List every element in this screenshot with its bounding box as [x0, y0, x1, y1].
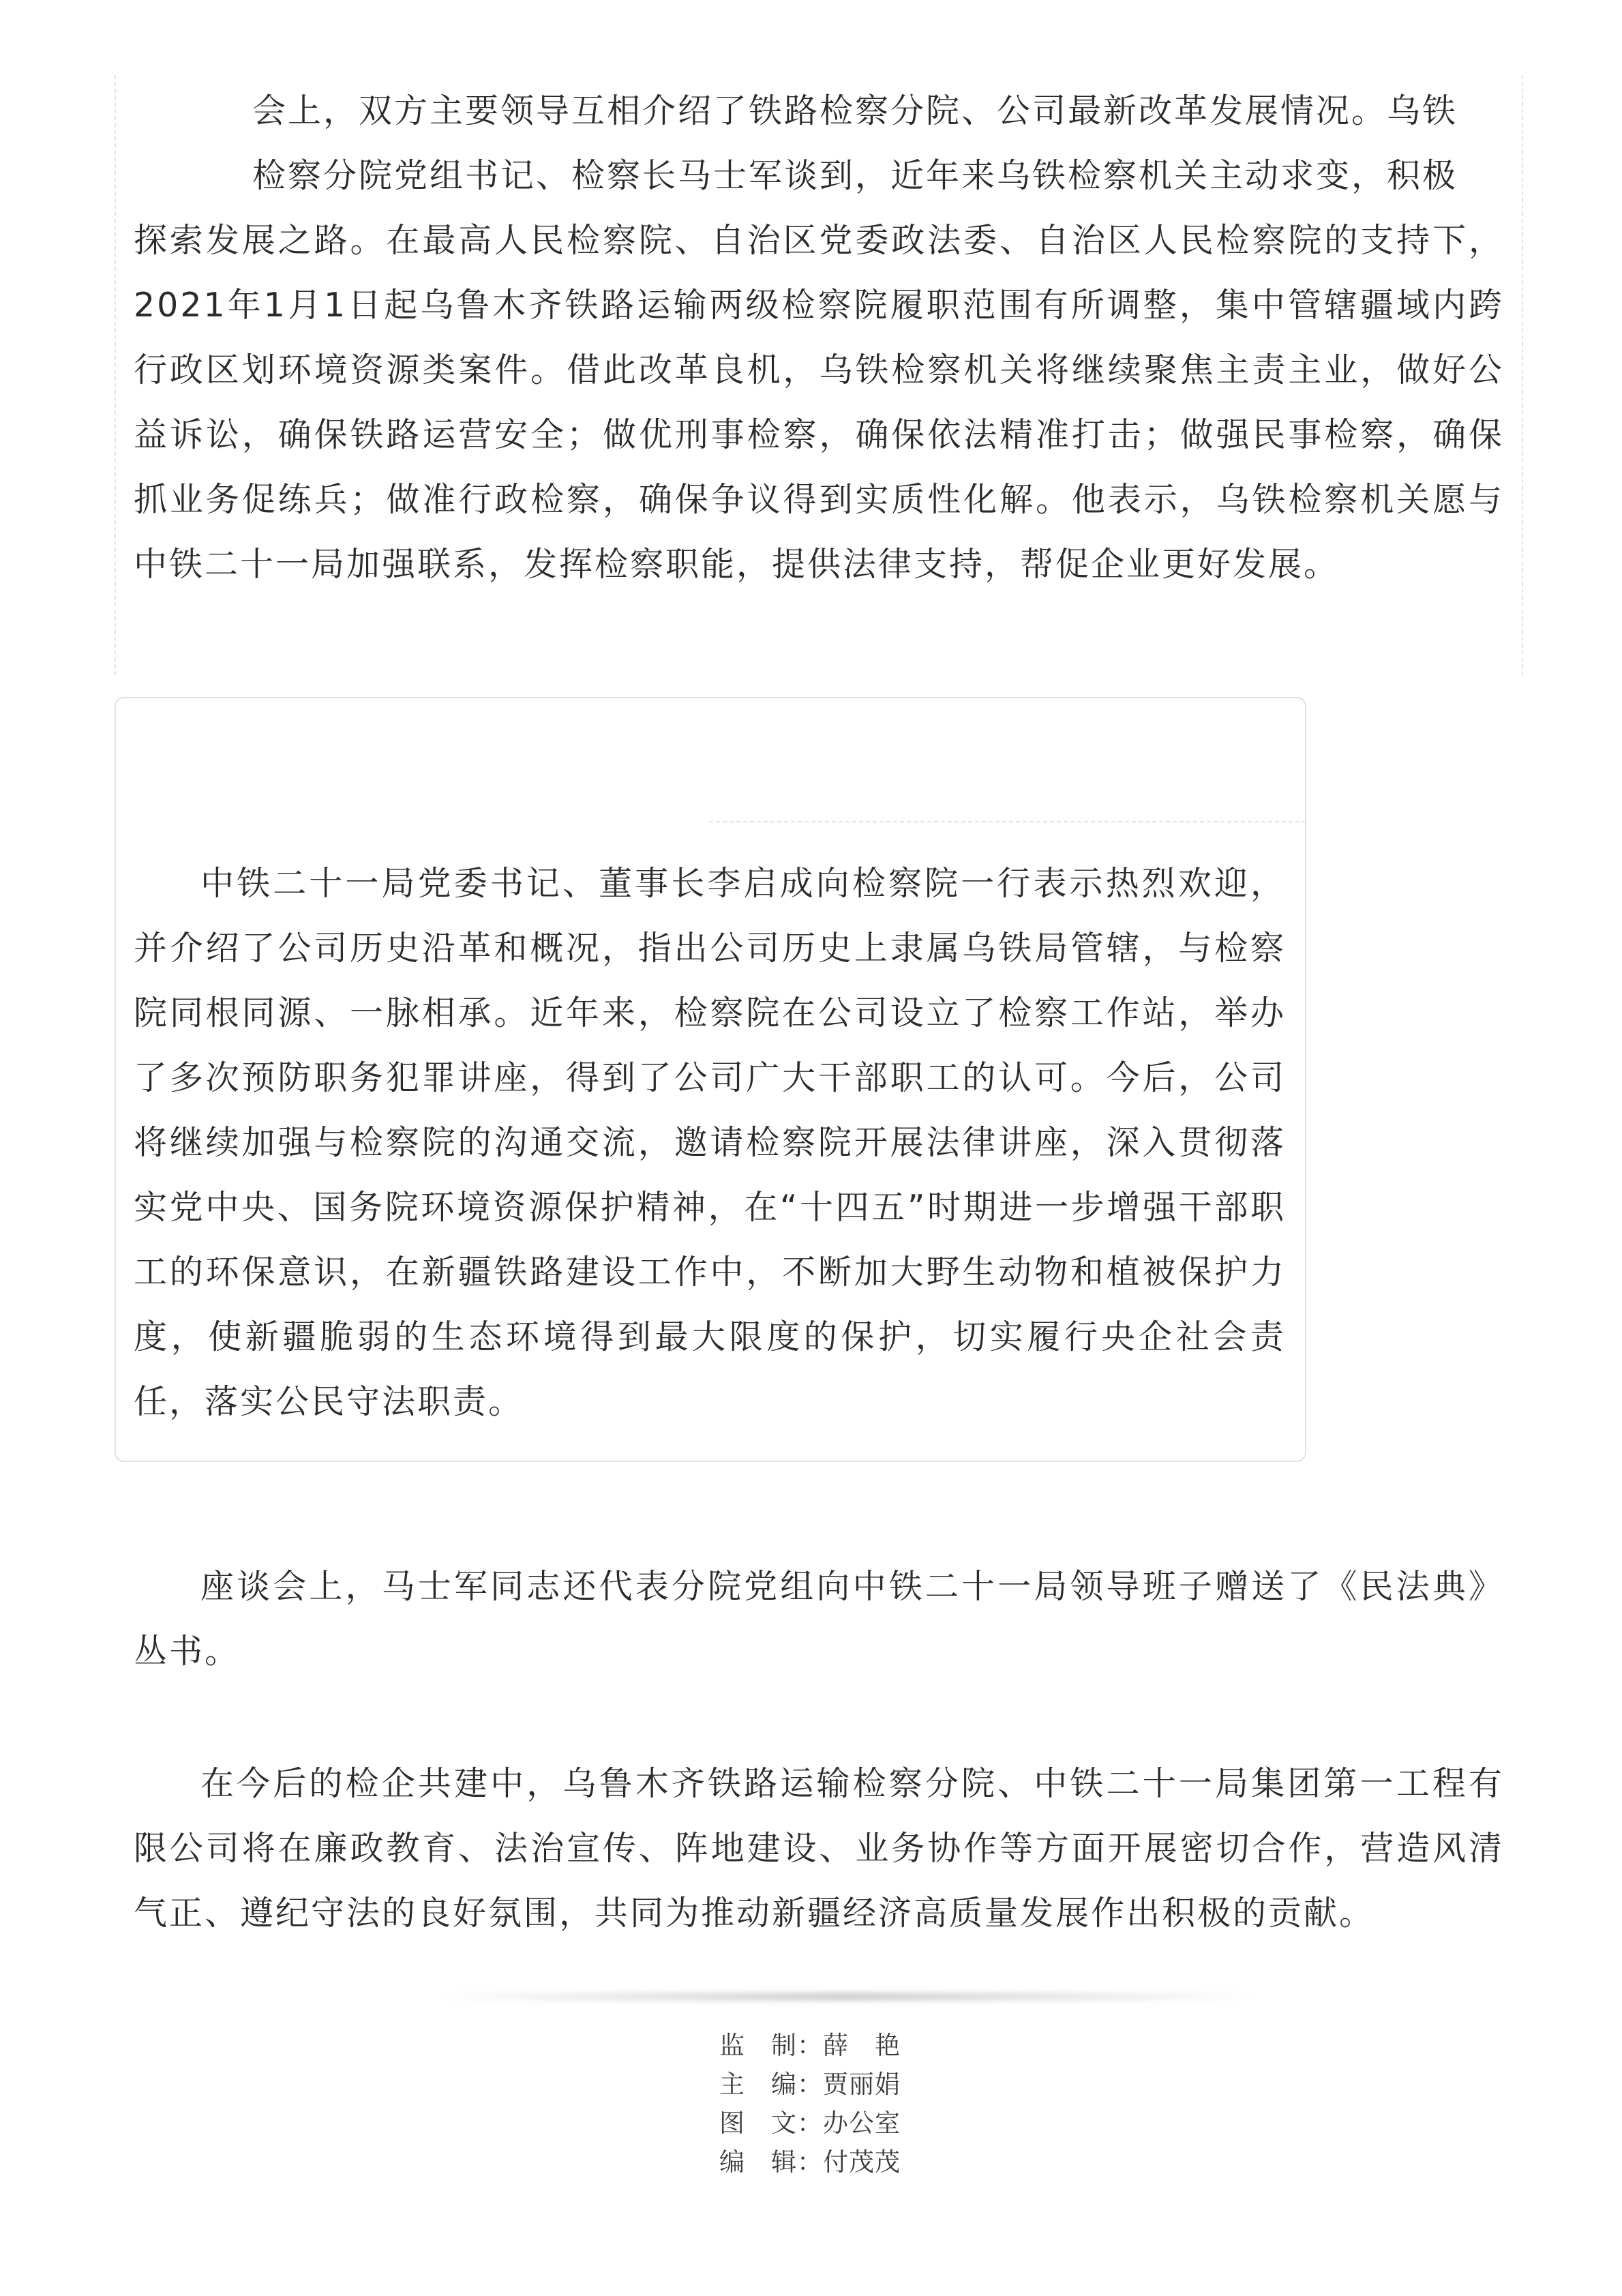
article-paragraph-3: 座谈会上，马士军同志还代表分院党组向中铁二十一局领导班子赠送了《民法典》丛书。 [134, 1567, 1504, 1671]
credit-supervisor: 监 制：薛 艳 [719, 2031, 901, 2060]
paragraph-1-rest: 探索发展之路。在最高人民检察院、自治区党委政法委、自治区人民检察院的支持下，2021年1月1日起乌鲁木齐铁路运输两级检察院履职范围有所调整，集中管辖疆域内跨行政区划环境资源类案件。借此改革良机，乌铁检察机关将继续聚焦主责主业，做好公益诉讼，确保铁路运营安全；做优刑事检察，确保依法精准打击；做强民事检察，确保抓业务促练兵；做准行政检察，确保争议得到实质性化解。他表示，乌铁检察机关愿与中铁二十一局加强联系，发挥检察职能，提供法律支持，帮促企业更好发展。 [134, 221, 1504, 584]
credit-editor: 编 辑：付茂茂 [719, 2147, 901, 2177]
paragraph-1-line-1: 会上，双方主要领导互相介绍了铁路检察分院、公司最新改革发展情况。乌铁 [252, 91, 1458, 130]
section-separator [436, 1993, 1255, 2001]
article-paragraph-2: 中铁二十一局党委书记、董事长李启成向检察院一行表示热烈欢迎，并介绍了公司历史沿革和概况，指出公司历史上隶属乌铁局管辖，与检察院同根同源、一脉相承。近年来，检察院在公司设立了检察工作站，举办了多次预防职务犯罪讲座，得到了公司广大干部职工的认可。今后，公司将继续加强与检察院的沟通交流，邀请检察院开展法律讲座，深入贯彻落实党中央、国务院环境资源保护精神，在“十四五”时期进一步增强干部职工的环保意识，在新疆铁路建设工作中，不断加大野生动物和植被保护力度，使新疆脆弱的生态环境得到最大限度的保护，切实履行央企社会责任，落实公民守法职责。 [134, 864, 1286, 1421]
paragraph-1-line-2: 检察分院党组书记、检察长马士军谈到，近年来乌铁检察机关主动求变，积极 [252, 156, 1458, 195]
article-paragraph-1 [134, 78, 1504, 597]
article-paragraph-4: 在今后的检企共建中，乌鲁木齐铁路运输检察分院、中铁二十一局集团第一工程有限公司将在廉政教育、法治宣传、阵地建设、业务协作等方面开展密切合作，营造风清气正、遵纪守法的良好氛围，共同为推动新疆经济高质量发展作出积极的贡献。 [134, 1764, 1504, 1933]
credit-text-images: 图 文：办公室 [719, 2108, 901, 2138]
credit-editor-in-chief: 主 编：贾丽娟 [719, 2070, 901, 2099]
box-divider [709, 821, 1306, 822]
